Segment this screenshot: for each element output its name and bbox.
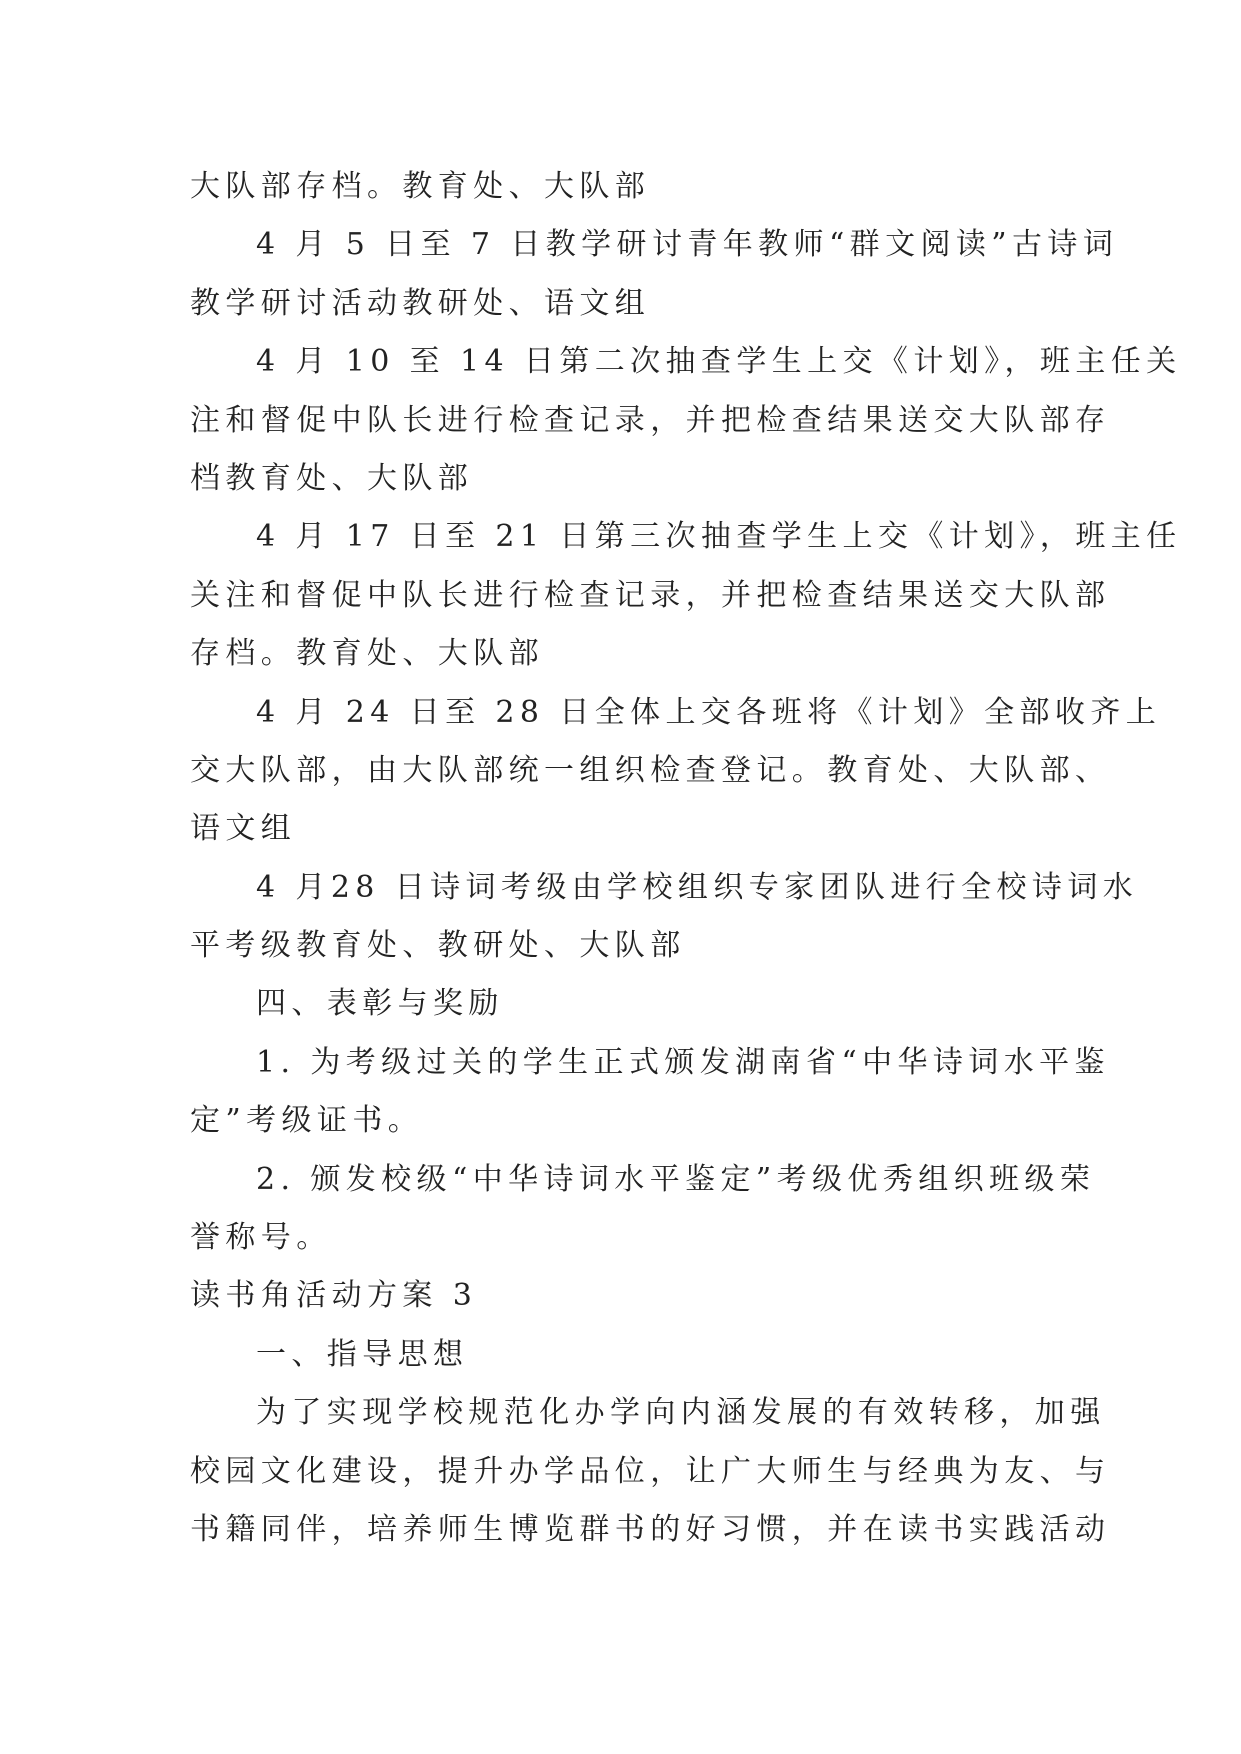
document-page (190, 158, 1182, 1559)
text-line: 档教育处、大队部 (190, 460, 474, 496)
text-line: 4 月 17 日至 21 日第三次抽查学生上交《计划》，班主任 (256, 519, 1182, 555)
text-line: 平考级教育处、教研处、大队部 (190, 928, 686, 964)
text-line: 语文组 (190, 811, 297, 847)
text-line: 1. 为考级过关的学生正式颁发湖南省“中华诗词水平鉴 (256, 1044, 1110, 1080)
text-line: 关注和督促中队长进行检查记录，并把检查结果送交大队部 (190, 577, 1111, 613)
text-line: 4 月 24 日至 28 日全体上交各班将《计划》全部收齐上 (256, 694, 1162, 730)
text-line: 4 月 10 至 14 日第二次抽查学生上交《计划》，班主任关 (256, 344, 1182, 380)
document-title: 读书角活动方案 3 (190, 1278, 478, 1314)
text-line: 4 月28 日诗词考级由学校组织专家团队进行全校诗词水 (256, 869, 1139, 905)
section-heading: 一、指导思想 (256, 1336, 469, 1372)
text-line: 定”考级证书。 (190, 1103, 424, 1139)
text-line: 4 月 5 日至 7 日教学研讨青年教师“群文阅读”古诗词 (256, 227, 1119, 263)
text-line: 誉称号。 (190, 1220, 332, 1256)
text-line: 为了实现学校规范化办学向内涵发展的有效转移，加强 (256, 1395, 1106, 1431)
text-line: 存档。教育处、大队部 (190, 636, 544, 672)
text-line: 2. 颁发校级“中华诗词水平鉴定”考级优秀组织班级荣 (256, 1161, 1096, 1197)
text-line: 注和督促中队长进行检查记录，并把检查结果送交大队部存 (190, 402, 1111, 438)
text-line: 校园文化建设，提升办学品位，让广大师生与经典为友、与 (190, 1453, 1111, 1489)
text-line: 书籍同伴，培养师生博览群书的好习惯，并在读书实践活动 (190, 1511, 1111, 1547)
text-line: 教学研讨活动教研处、语文组 (190, 285, 651, 321)
text-line: 大队部存档。教育处、大队部 (190, 169, 651, 204)
section-heading: 四、表彰与奖励 (256, 986, 504, 1022)
text-line: 交大队部，由大队部统一组织检查登记。教育处、大队部、 (190, 752, 1111, 788)
